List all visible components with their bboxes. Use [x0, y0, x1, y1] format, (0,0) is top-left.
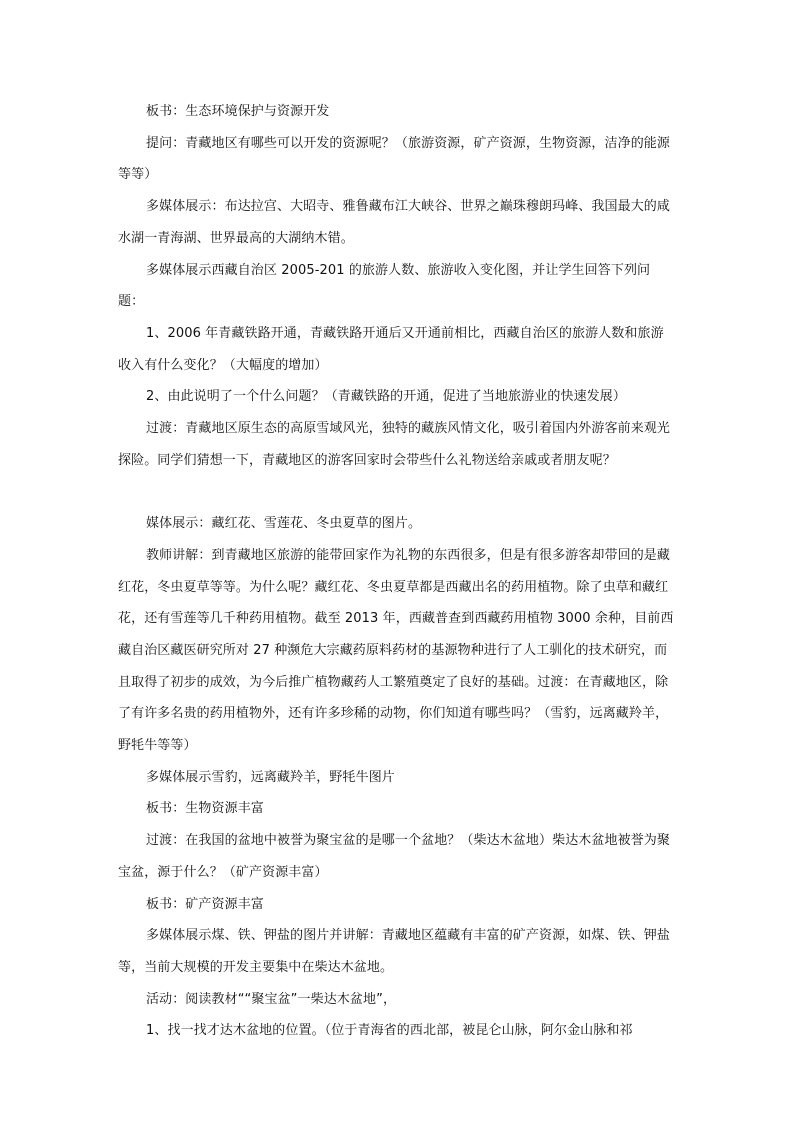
question-item-2: 2、由此说明了一个什么问题？（青藏铁路的开通，促进了当地旅游业的快速发展） [146, 389, 626, 405]
animal-images-paragraph: 多媒体展示雪豹，远离藏羚羊，野牦牛图片 [146, 769, 395, 785]
multimedia-paragraph: 多媒体展示：布达拉宫、大昭寺、雅鲁藏布江大峡谷、世界之巅珠穆朗玛峰、我国最大的咸水湖一青海湖、世界最高的大湖纳木错。 [118, 199, 671, 246]
teacher-explanation-paragraph: 教师讲解：到青藏地区旅游的能带回家作为礼物的东西很多，但是有很多游客却带回的是藏红花，冬虫夏草等等。为什么呢？藏红花、冬虫夏草都是西藏出名的药用植物。除了虫草和藏红花，还有雪莲等几千种药用植物。截至 2013 年，西藏普查到西藏药用植物 3000 余种，目前西藏自治区藏医研究所对 27 种濒危大宗藏药原料药材的基源物种进行了人工驯化的技术研究，而且取得了初步的成效，为今后推广植物藏药人工繁殖奠定了良好的基础。过渡：在青藏地区，除了有许多名贵的药用植物外，还有许多珍稀的动物，你们知道有哪些吗？（雪豹，远离藏羚羊，野牦牛等等） [118, 547, 674, 754]
activity-paragraph: 活动：阅读教材““聚宝盆”一柴达木盆地”， [146, 991, 397, 1007]
mineral-display-paragraph: 多媒体展示煤、铁、钾盐的图片并讲解：青藏地区蕴藏有丰富的矿产资源，如煤、铁、钾盐等，当前大规模的开发主要集中在柴达木盆地。 [118, 928, 671, 975]
transition-paragraph: 过渡：青藏地区原生态的高原雪域风光，独特的藏族风情文化，吸引着国内外游客前来观光探险。同学们猜想一下，青藏地区的游客回家时会带些什么礼物送给亲戚或者朋友呢？ [118, 421, 671, 468]
mineral-resources-heading: 板书：矿产资源丰富 [146, 896, 264, 912]
blank-line [118, 476, 676, 508]
blackboard-heading: 板书：生态环境保护与资源开发 [146, 104, 330, 119]
media-display-paragraph: 媒体展示：藏红花、雪莲花、冬虫夏草的图片。 [146, 516, 422, 532]
biological-resources-heading: 板书：生物资源丰富 [146, 801, 264, 817]
basin-transition-paragraph: 过渡：在我国的盆地中被誉为聚宝盆的是哪一个盆地？（柴达木盆地）柴达木盆地被誉为聚宝盆，源于什么？（矿产资源丰富） [118, 833, 671, 880]
document-body [118, 96, 676, 1047]
question-item-1: 1、2006 年青藏铁路开通，青藏铁路开通后又开通前相比，西藏自治区的旅游人数和旅游收入有什么变化？（大幅度的增加） [118, 325, 664, 373]
activity-item-1: 1、找一找才达木盆地的位置。（位于青海省的西北部，被昆仑山脉，阿尔金山脉和祁 [146, 1023, 633, 1039]
question-paragraph: 提问：青藏地区有哪些可以开发的资源呢？（旅游资源，矿产资源，生物资源，洁净的能源等等） [118, 135, 671, 183]
multimedia-chart-paragraph: 多媒体展示西藏自治区 2005-201 的旅游人数、旅游收入变化图，并让学生回答下列问题： [118, 262, 651, 310]
